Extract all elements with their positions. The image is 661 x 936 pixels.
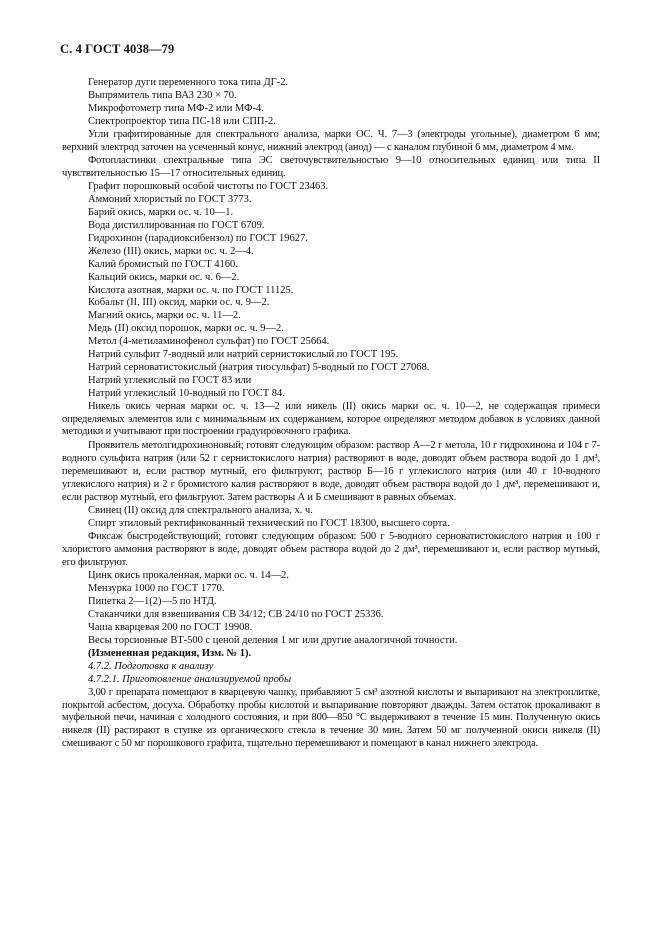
paragraph: Кальций окись, марки ос. ч. 6—2. xyxy=(88,271,240,283)
paragraph: Аммоний хлористый по ГОСТ 3773. xyxy=(88,194,252,206)
paragraph: Медь (II) оксид порошок, марки ос. ч. 9—2. xyxy=(88,323,284,335)
paragraph: Свинец (II) оксид для спектрального анализа, х. ч. xyxy=(88,504,313,516)
paragraph: Вода дистиллированная по ГОСТ 6709. xyxy=(88,219,265,231)
paragraph: Спирт этиловый ректификованный технический по ГОСТ 18300, высшего сорта. xyxy=(88,517,450,529)
paragraph: Гидрохинон (парадиоксибензол) по ГОСТ 19627. xyxy=(88,232,308,244)
paragraph: Фотопластинки спектральные типа ЭС светочувствительностью 9—10 относительных единиц или типа II чувствительностью 15—17 относительных единиц. xyxy=(62,155,600,180)
paragraph: Пипетка 2—1(2)—5 по НТД. xyxy=(88,596,217,608)
paragraph: Выпрямитель типа ВАЗ 230 × 70. xyxy=(88,89,237,101)
paragraph: 3,00 г препарата помещают в кварцевую чашку, прибавляют 5 см³ азотной кислоты и выпаривают на электроплитке, покрытой асбестом, досуха. Обработку пробы кислотой и выпаривание повторяют дважды. Затем остаток прокаливают в муфельной печи, начиная с холодного состояния, и при 800—850 °С выдерживают в течение 15 мин. Полученную окись никеля (II) растирают в ступке из органического стекла в течение 30 мин. Затем 50 мг полученной окиси никеля (II) смешивают с 50 мг порошкового графита, тщательно перемешивают и помещают в канал нижнего электрода. xyxy=(62,686,600,750)
paragraph: Фиксаж быстродействующий; готовят следующим образом: 500 г 5-водного серноватистокислого натрия и 100 г хлористого аммония растворяют в воде, доводят объем раствора водой до 2 дм³, перемешивают и, если раствор мутный, его фильтруют. xyxy=(62,530,600,568)
paragraph: Весы торсионные ВТ-500 с ценой деления 1 мг или другие аналогичной точности. xyxy=(88,634,458,646)
section-heading: 4.7.2. Подготовка к анализу xyxy=(88,660,214,672)
paragraph: Калий бромистый по ГОСТ 4160. xyxy=(88,258,238,270)
paragraph: Графит порошковый особой чистоты по ГОСТ 23463. xyxy=(88,181,329,193)
paragraph: Цинк окись прокаленная, марки ос. ч. 14—2. xyxy=(88,570,289,582)
paragraph: Метол (4-метиламинофенол сульфат) по ГОСТ 25664. xyxy=(88,336,330,348)
paragraph: Барий окись, марки ос. ч. 10—1. xyxy=(88,207,234,219)
paragraph: Генератор дуги переменного тока типа ДГ-2. xyxy=(88,77,289,88)
paragraph: Натрий углекислый 10-водный по ГОСТ 84. xyxy=(88,387,285,399)
paragraph: Натрий серноватистокислый (натрия тиосульфат) 5-водный по ГОСТ 27068. xyxy=(88,361,430,373)
paragraph: Стаканчики для взвешивания СВ 34/12; СВ 24/10 по ГОСТ 25336. xyxy=(88,609,384,621)
paragraph: Магний окись, марки ос. ч. 11—2. xyxy=(88,310,241,322)
paragraph: Микрофотометр типа МФ-2 или МФ-4. xyxy=(88,102,264,114)
paragraph: Кислота азотная, марки ос. ч. по ГОСТ 11125. xyxy=(88,284,294,296)
paragraph: Спектропроектор типа ПС-18 или СПП-2. xyxy=(88,115,276,127)
paragraph: Мензурка 1000 по ГОСТ 1770. xyxy=(88,583,225,595)
document-body xyxy=(62,77,600,751)
paragraph: Железо (III) окись, марки ос. ч. 2—4. xyxy=(88,245,254,257)
paragraph: Натрий сульфит 7-водный или натрий сернистокислый по ГОСТ 195. xyxy=(88,349,399,361)
paragraph: Никель окись черная марки ос. ч. 13—2 или никель (II) окись марки ос. ч. 10—2, не содержащая примеси определяемых элементов или с минимальным их содержанием, которое определяют методом добавок в условиях данной методики и учитывают при построении градуировочного графика. xyxy=(62,400,600,438)
paragraph: Кобальт (II, III) оксид, марки ос. ч. 9—2. xyxy=(88,297,270,309)
paragraph: Угли графитированные для спектрального анализа, марки ОС. Ч. 7—3 (электроды угольные), диаметром 6 мм; верхний электрод заточен на усеченный конус, нижний электрод (анод) — с каналом глубиной 6 мм, диаметром 4 мм. xyxy=(62,128,600,153)
subsection-heading: 4.7.2.1. Приготовление анализируемой пробы xyxy=(88,673,292,685)
paragraph: Чаша кварцевая 200 по ГОСТ 19908. xyxy=(88,622,253,634)
paragraph: Проявитель метолгидрохиноновый; готовят следующим образом: раствор А—2 г метола, 10 г гидрохинона и 104 г 7-водного сульфита натрия (или 52 г сернистокислого натрия) растворяют в воде, доводят объем раствора водой до 1 дм³, перемешивают и, если раствор мутный, его фильтруют; раствор Б—16 г углекислого натрия (или 40 г 10-водного углекислого натрия) и 2 г бромистого калия растворяют в воде, доводят объем раствора водой до 1 дм³, перемешивают и, если раствор мутный, его фильтруют. Затем растворы А и Б смешивают в равных объемах. xyxy=(62,440,600,503)
page-header: С. 4 ГОСТ 4038—79 xyxy=(60,42,175,56)
paragraph: Натрий углекислый по ГОСТ 83 или xyxy=(88,374,252,386)
amendment-note: (Измененная редакция, Изм. № 1). xyxy=(88,647,252,659)
